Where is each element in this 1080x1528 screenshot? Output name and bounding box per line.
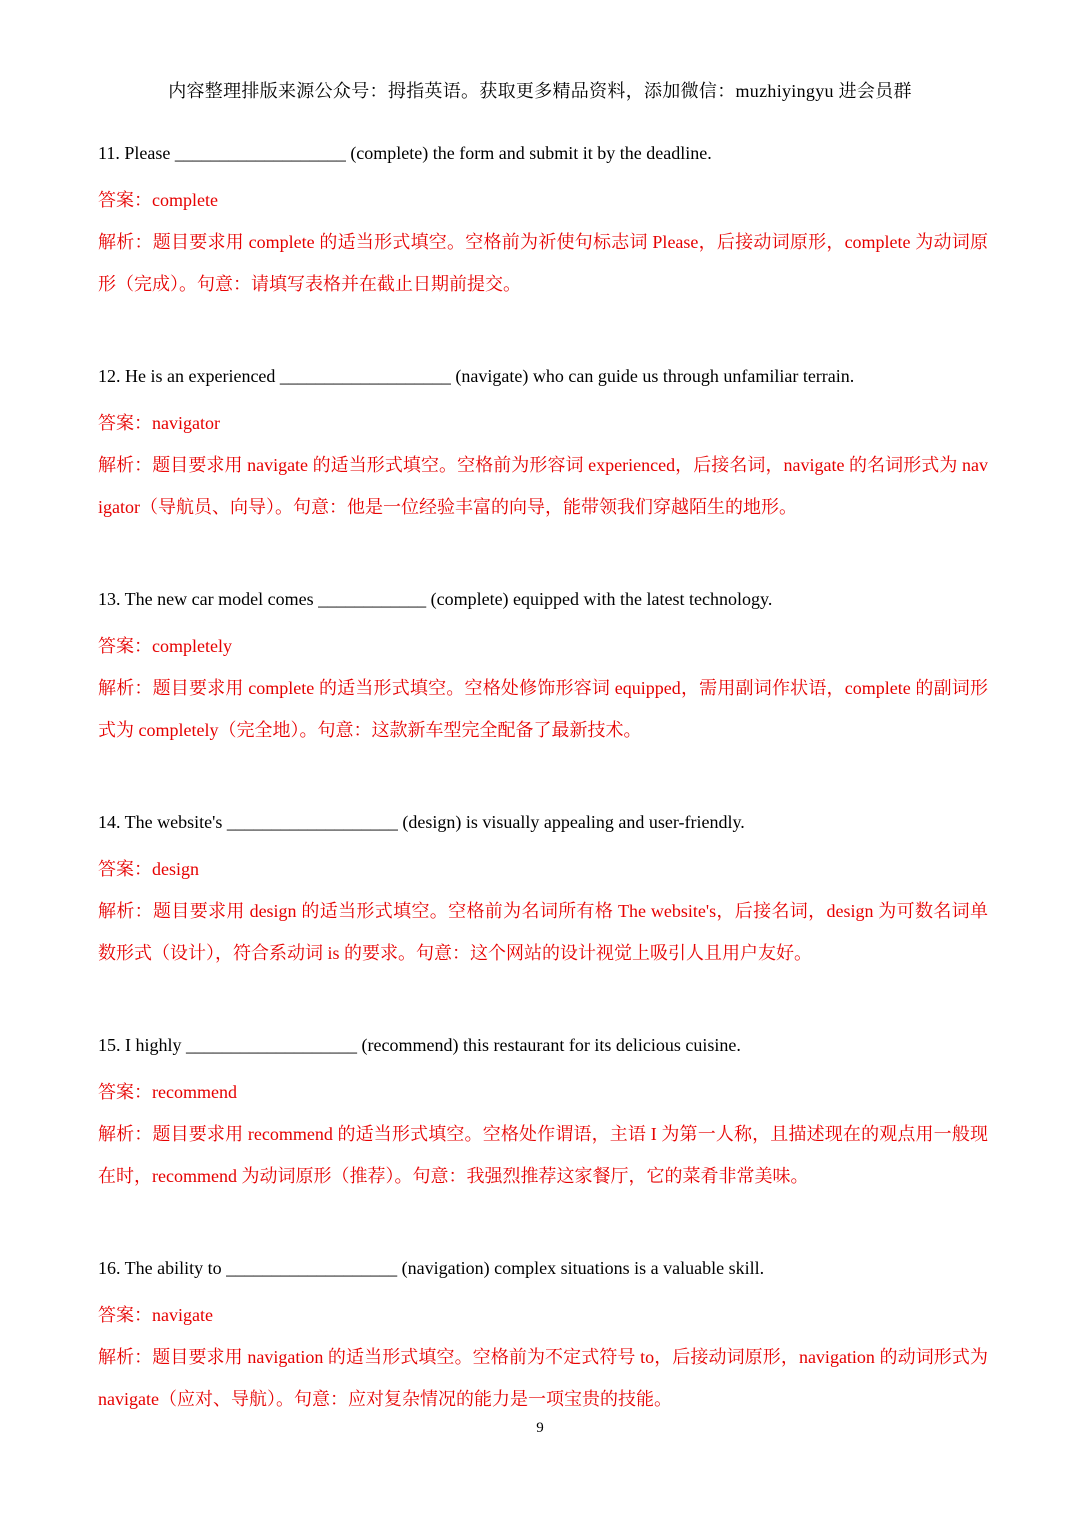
question-text: 11. Please ___________________ (complete) the form and submit it by the deadline. [98,143,712,163]
explanation-text: 解析：题目要求用 complete 的适当形式填空。空格处修饰形容词 equipped，需用副词作状语，complete 的副词形式为 completely（完全地）。句意：这款新车型完全配备了最新技术。 [98,678,988,740]
question-text: 14. The website's ___________________ (design) is visually appealing and user-friendly. [98,812,745,832]
explanation-text: 解析：题目要求用 complete 的适当形式填空。空格前为祈使句标志词 Please，后接动词原形，complete 为动词原形（完成）。句意：请填写表格并在截止日期前提交。 [98,232,988,294]
answer-text: 答案：navigate [98,1305,213,1325]
page-number: 9 [536,1420,544,1436]
question-text: 15. I highly ___________________ (recommend) this restaurant for its delicious cuisine. [98,1035,741,1055]
question-item-13 [98,583,988,751]
explanation-text: 解析：题目要求用 navigate 的适当形式填空。空格前为形容词 experienced，后接名词，navigate 的名词形式为 navigator（导航员、向导）。句意：他是一位经验丰富的向导，能带领我们穿越陌生的地形。 [98,455,988,517]
question-text: 12. He is an experienced ___________________ (navigate) who can guide us through unfamiliar terrain. [98,366,855,386]
explanation-text: 解析：题目要求用 recommend 的适当形式填空。空格处作谓语，主语 I 为第一人称，且描述现在的观点用一般现在时，recommend 为动词原形（推荐）。句意：我强烈推荐这家餐厅，它的菜肴非常美味。 [98,1124,988,1186]
answer-text: 答案：completely [98,636,232,656]
question-item-11 [98,137,988,305]
page-header: 内容整理排版来源公众号：拇指英语。获取更多精品资料，添加微信：muzhiyingyu 进会员群 [168,81,912,101]
question-item-12 [98,360,988,528]
question-item-14 [98,806,988,974]
answer-text: 答案：recommend [98,1082,237,1102]
question-item-16 [98,1252,988,1420]
explanation-text: 解析：题目要求用 design 的适当形式填空。空格前为名词所有格 The website's，后接名词，design 为可数名词单数形式（设计），符合系动词 is 的要求。句意：这个网站的设计视觉上吸引人且用户友好。 [98,901,988,963]
explanation-text: 解析：题目要求用 navigation 的适当形式填空。空格前为不定式符号 to，后接动词原形，navigation 的动词形式为 navigate（应对、导航）。句意：应对复杂情况的能力是一项宝贵的技能。 [98,1347,988,1409]
question-text: 16. The ability to ___________________ (navigation) complex situations is a valuable skill. [98,1258,765,1278]
question-list [98,137,988,1420]
answer-text: 答案：navigator [98,413,220,433]
answer-text: 答案：design [98,859,199,879]
answer-text: 答案：complete [98,190,218,210]
question-item-15 [98,1029,988,1197]
question-text: 13. The new car model comes ____________ (complete) equipped with the latest technology. [98,589,773,609]
